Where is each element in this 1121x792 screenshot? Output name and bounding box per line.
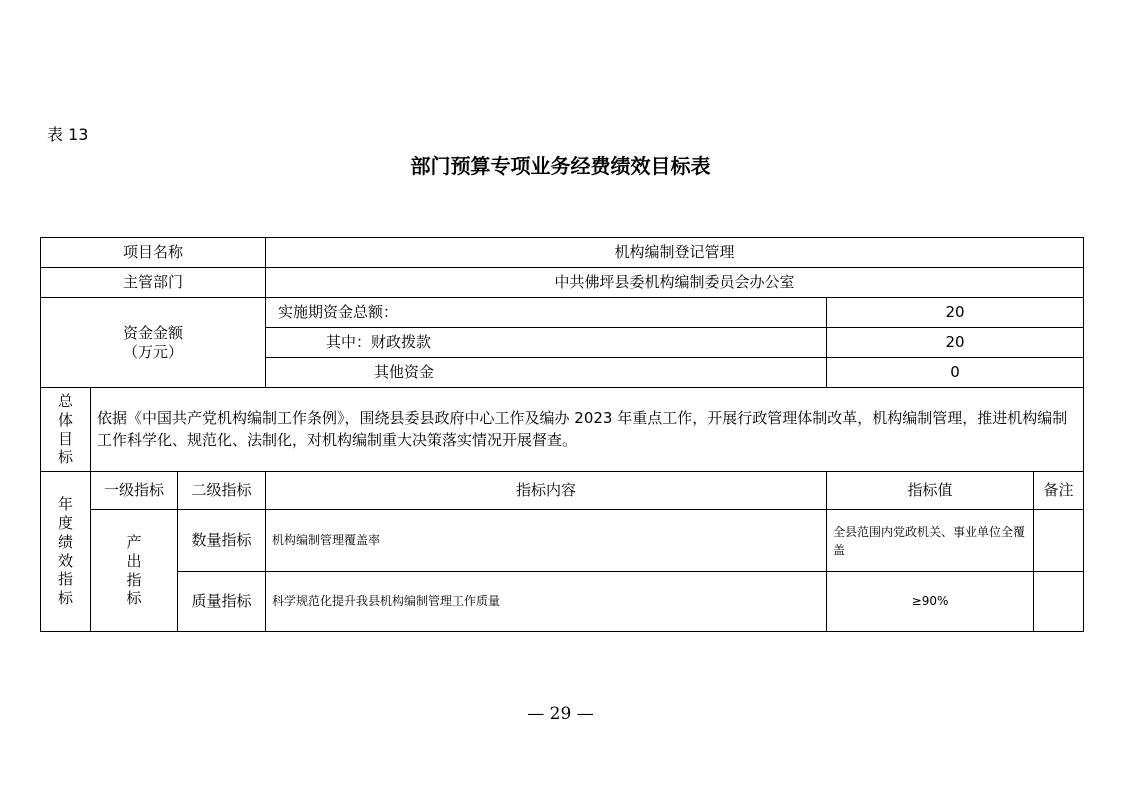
table-row-quality — [41, 572, 1084, 632]
table-row-department — [41, 268, 1084, 298]
performance-target-table — [40, 237, 1084, 632]
overall-goal-char: 标 — [57, 448, 73, 467]
annual-label-char: 指 — [57, 570, 73, 589]
department-label: 主管部门 — [41, 268, 266, 298]
quantity-indicator-value: 全县范围内党政机关、事业单位全覆盖 — [827, 510, 1034, 572]
quality-indicator-content: 科学规范化提升我县机构编制管理工作质量 — [266, 572, 827, 632]
funds-fiscal-label: 其中：财政拨款 — [266, 328, 827, 358]
overall-goal-char: 总 — [57, 392, 73, 410]
funds-total-value: 20 — [827, 298, 1084, 328]
quality-indicator-label: 质量指标 — [178, 572, 266, 632]
document-title: 部门预算专项业务经费绩效目标表 — [410, 154, 711, 178]
header-content: 指标内容 — [266, 472, 827, 510]
table-row-indicator-header — [41, 472, 1084, 510]
annual-label-char: 年 — [57, 495, 73, 514]
output-label-char: 产 — [126, 533, 142, 551]
quantity-indicator-content: 机构编制管理覆盖率 — [266, 510, 827, 572]
annual-label-char: 效 — [57, 551, 73, 570]
funds-amount-label — [41, 298, 266, 388]
table-number-label: 表 13 — [47, 125, 89, 144]
output-label-char: 指 — [126, 570, 142, 589]
annual-label-char: 标 — [57, 589, 73, 607]
project-name-value: 机构编制登记管理 — [266, 238, 1084, 268]
annual-label-char: 度 — [57, 514, 73, 532]
quality-indicator-note — [1034, 572, 1084, 632]
funds-total-label: 实施期资金总额： — [266, 298, 827, 328]
quantity-indicator-label: 数量指标 — [178, 510, 266, 572]
header-value: 指标值 — [827, 472, 1034, 510]
funds-fiscal-value: 20 — [827, 328, 1084, 358]
table-row-quantity — [41, 510, 1084, 572]
overall-goal-char: 目 — [57, 429, 73, 448]
funds-amount-label-line1: 资金金额 — [123, 323, 184, 342]
output-label-char: 出 — [126, 551, 142, 570]
funds-amount-label-line2: （万元） — [123, 342, 184, 361]
page-number: — 29 — — [527, 704, 594, 724]
project-name-label: 项目名称 — [41, 238, 266, 268]
output-label-char: 标 — [126, 589, 142, 608]
overall-goal-char: 体 — [57, 410, 73, 429]
overall-goal-text: 依据《中国共产党机构编制工作条例》，围绕县委县政府中心工作及编办 2023 年重点工作，开展行政管理体制改革，机构编制管理，推进机构编制工作科学化、规范化、法制化，对机构编制重大决策落实情况开展督查。 — [91, 388, 1084, 472]
quantity-indicator-note — [1034, 510, 1084, 572]
table-row-project-name — [41, 238, 1084, 268]
annual-label-char: 绩 — [57, 532, 73, 551]
overall-goal-label — [41, 388, 91, 472]
header-level1: 一级指标 — [91, 472, 178, 510]
header-level2: 二级指标 — [178, 472, 266, 510]
funds-other-value: 0 — [827, 358, 1084, 388]
header-note: 备注 — [1034, 472, 1084, 510]
department-value: 中共佛坪县委机构编制委员会办公室 — [266, 268, 1084, 298]
annual-performance-label — [41, 472, 91, 632]
output-indicator-label — [91, 510, 178, 632]
quality-indicator-value: ≥90% — [827, 572, 1034, 632]
table-row-funds-total — [41, 298, 1084, 328]
funds-other-label: 其他资金 — [266, 358, 827, 388]
table-row-overall-goal — [41, 388, 1084, 472]
